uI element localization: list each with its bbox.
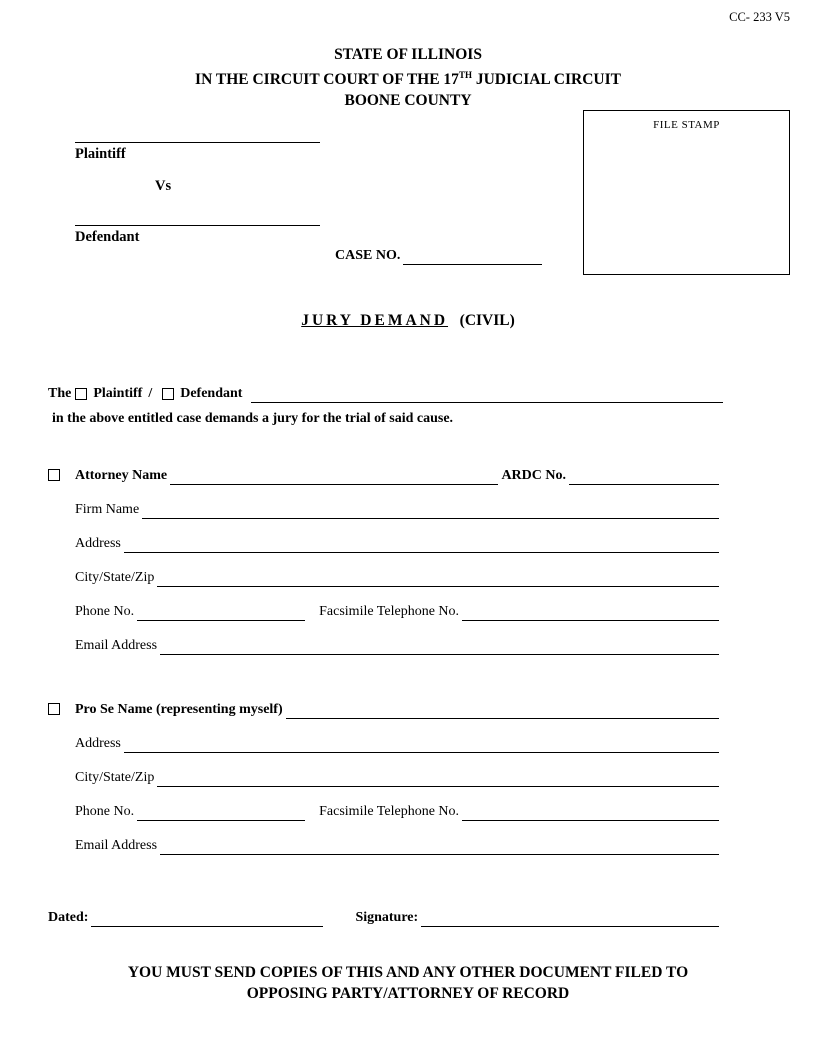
attorney-fax-label: Facsimile Telephone No. [319,604,460,619]
pro-se-phone-row [48,802,722,821]
defendant-name-line[interactable] [75,211,320,226]
demand-party-name-line[interactable] [251,399,723,403]
ardc-number-label: ARDC No. [501,468,566,483]
court-header-line2: IN THE CIRCUIT COURT OF THE 17TH JUDICIAL CIRCUIT [195,70,621,89]
dated-input-line[interactable] [91,923,323,927]
signature-label: Signature: [355,910,419,925]
pro-se-address-label: Address [75,736,121,751]
demand-statement [48,384,726,427]
demand-defendant-label: Defendant [180,386,243,401]
attorney-phone-row [48,602,722,621]
ardc-number-input-line[interactable] [569,481,719,485]
document-title [0,312,816,330]
plaintiff-name-line[interactable] [75,128,320,143]
attorney-section-checkbox[interactable] [48,469,60,481]
attorney-phone-input-line[interactable] [137,617,305,621]
pro-se-name-row [48,700,722,719]
attorney-email-row [48,636,722,655]
firm-name-input-line[interactable] [142,515,719,519]
form-number: CC- 233 V5 [729,10,790,24]
pro-se-phone-input-line[interactable] [137,817,305,821]
attorney-email-input-line[interactable] [160,651,719,655]
defendant-label: Defendant [75,229,140,245]
demand-statement-line2: in the above entitled case demands a jury for the trial of said cause. [52,411,454,426]
attorney-email-label: Email Address [75,638,158,653]
pro-se-name-input-line[interactable] [286,715,719,719]
attorney-fax-input-line[interactable] [462,617,719,621]
pro-se-email-row [48,836,722,855]
pro-se-city-label: City/State/Zip [75,770,155,785]
file-stamp-box [583,110,790,275]
attorney-city-input-line[interactable] [157,583,719,587]
pro-se-fax-input-line[interactable] [462,817,719,821]
copies-notice [0,962,816,1004]
pro-se-phone-label: Phone No. [75,804,135,819]
attorney-address-input-line[interactable] [124,549,719,553]
pro-se-email-label: Email Address [75,838,158,853]
attorney-address-row [48,534,722,553]
dated-label: Dated: [48,910,89,925]
court-header [0,44,816,111]
file-stamp-label: FILE STAMP [653,119,720,131]
pro-se-address-row [48,734,722,753]
firm-name-row [48,500,722,519]
pro-se-section-checkbox[interactable] [48,703,60,715]
court-header-line1: STATE OF ILLINOIS [334,46,482,63]
document-title-main: JURY DEMAND [301,312,449,329]
pro-se-email-input-line[interactable] [160,851,719,855]
pro-se-section [48,700,722,870]
pro-se-city-input-line[interactable] [157,783,719,787]
pro-se-name-label: Pro Se Name (representing myself) [75,702,283,717]
document-title-suffix: (CIVIL) [459,312,515,329]
case-number-row [335,246,545,265]
plaintiff-checkbox[interactable] [75,388,87,400]
defendant-checkbox[interactable] [162,388,174,400]
demand-the-label: The [48,386,72,401]
vs-label: Vs [155,178,172,194]
signature-input-line[interactable] [421,923,719,927]
copies-notice-line2: OPPOSING PARTY/ATTORNEY OF RECORD [246,985,570,1002]
case-number-label: CASE NO. [335,248,401,263]
attorney-city-row [48,568,722,587]
demand-plaintiff-label: Plaintiff [93,386,143,401]
attorney-name-row [48,466,722,485]
demand-party-row [48,384,726,403]
attorney-name-input-line[interactable] [170,481,498,485]
court-header-line3: BOONE COUNTY [344,92,472,110]
firm-name-label: Firm Name [75,502,140,517]
dated-signature-row [48,908,722,927]
copies-notice-line1: YOU MUST SEND COPIES OF THIS AND ANY OTHER DOCUMENT FILED TO [127,964,689,981]
plaintiff-label: Plaintiff [75,146,126,162]
pro-se-city-row [48,768,722,787]
attorney-address-label: Address [75,536,121,551]
pro-se-fax-label: Facsimile Telephone No. [319,804,460,819]
attorney-phone-label: Phone No. [75,604,135,619]
attorney-section [48,466,722,670]
attorney-name-label: Attorney Name [75,468,168,483]
pro-se-address-input-line[interactable] [124,749,719,753]
attorney-city-label: City/State/Zip [75,570,155,585]
demand-slash: / [148,386,153,401]
case-number-input-line[interactable] [403,261,542,265]
